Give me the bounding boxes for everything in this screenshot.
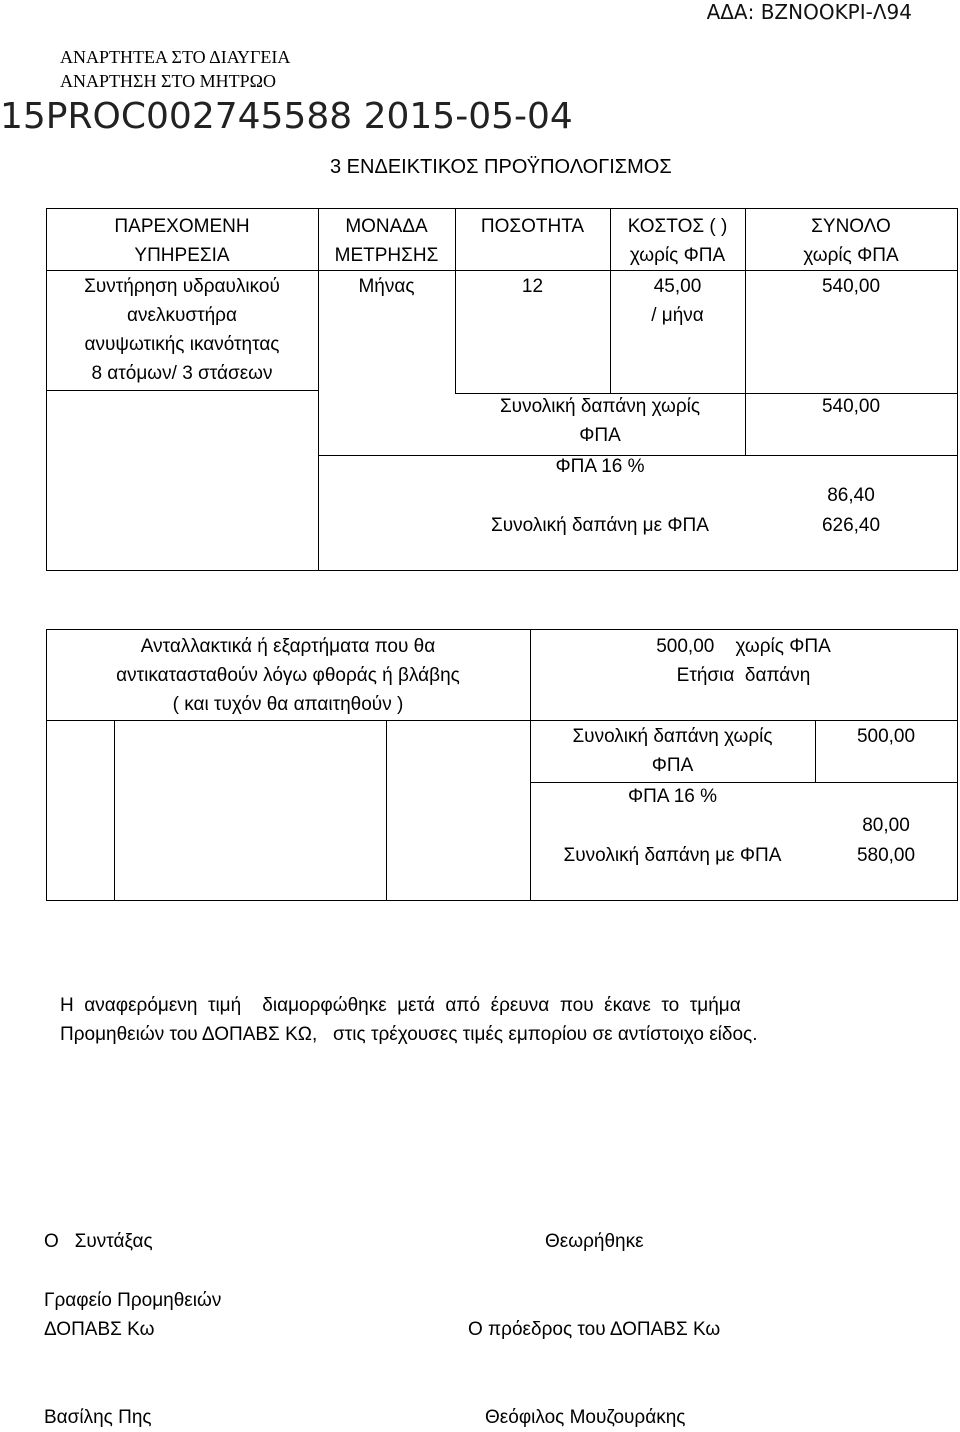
author-name: Βασίλης Πης xyxy=(44,1407,152,1428)
subtotal-value: 500,00 xyxy=(856,726,916,747)
spare-parts-cost: 500,00 χωρίς ΦΠΑ Ετήσια δαπάνη xyxy=(656,636,831,686)
grand-total-label: Συνολική δαπάνη με ΦΠΑ xyxy=(563,845,782,866)
note-line-2: Προμηθειών του ΔΟΠΑΒΣ ΚΩ, στις τρέχουσες τιμές εμπορίου σε αντίστοιχο είδος. xyxy=(60,1024,758,1045)
subtotal-label: Συνολική δαπάνη χωρίς ΦΠΑ xyxy=(572,726,773,776)
unit-cost-value: 45,00 / μήνα xyxy=(651,276,704,326)
approved-title: Θεωρήθηκε xyxy=(545,1231,644,1252)
posted-registry: ΑΝΑΡΤΗΣΗ ΣΤΟ ΜΗΤΡΩΟ xyxy=(60,71,277,91)
author-title: Ο Συντάξας xyxy=(44,1231,153,1252)
proc-id: 15PROC002745588 2015-05-04 xyxy=(0,96,573,137)
vat-label: ΦΠΑ 16 % xyxy=(627,786,718,807)
spare-parts-description: Ανταλλακτικά ή εξαρτήματα που θα αντικατασταθούν λόγω φθοράς ή βλάβης ( και τυχόν θα απαιτηθούν ) xyxy=(116,636,460,715)
vat-value: 80,00 xyxy=(862,815,910,836)
grand-total-value: 580,00 xyxy=(856,845,916,866)
section-title: 3 ΕΝΔΕΙΚΤΙΚΟΣ ΠΡΟΫΠΟΛΟΓΙΣΜΟΣ xyxy=(330,156,672,178)
note-line-1: Η αναφερόμενη τιμή διαμορφώθηκε μετά από έρευνα που έκανε το τμήμα xyxy=(60,995,741,1016)
grand-total-value: 626,40 xyxy=(821,515,881,536)
vat-label: ΦΠΑ 16 % xyxy=(555,456,645,477)
service-description: Συντήρηση υδραυλικού ανελκυστήρα ανυψωτικής ικανότητας 8 ατόμων/ 3 στάσεων xyxy=(84,276,280,384)
author-department: Γραφείο Προμηθειών ΔΟΠΑΒΣ Κω xyxy=(44,1290,222,1340)
subtotal-value: 540,00 xyxy=(821,396,881,417)
row-total-value: 540,00 xyxy=(821,276,881,297)
header-quantity: ΠΟΣΟΤΗΤΑ xyxy=(480,216,585,237)
header-service: ΠΑΡΕΧΟΜΕΝΗ ΥΠΗΡΕΣΙΑ xyxy=(114,216,250,266)
vat-value: 86,40 xyxy=(827,485,875,506)
grand-total-label: Συνολική δαπάνη με ΦΠΑ xyxy=(491,515,709,536)
posted-diavgeia: ΑΝΑΡΤΗΤΕΑ ΣΤΟ ΔΙΑΥΓΕΙΑ xyxy=(60,47,291,67)
header-cost: ΚΟΣΤΟΣ ( ) χωρίς ΦΠΑ xyxy=(627,216,728,266)
quantity-value: 12 xyxy=(521,276,544,297)
approver-name: Θεόφιλος Μουζουράκης xyxy=(485,1407,686,1428)
unit-value: Μήνας xyxy=(358,276,415,297)
header-unit: ΜΟΝΑΔΑ ΜΕΤΡΗΣΗΣ xyxy=(334,216,439,266)
header-total: ΣΥΝΟΛΟ χωρίς ΦΠΑ xyxy=(803,216,899,266)
approver-role: Ο πρόεδρος του ΔΟΠΑΒΣ Κω xyxy=(468,1319,721,1340)
ada-code: ΑΔΑ: ΒΖΝΟΟΚΡΙ-Λ94 xyxy=(706,0,912,24)
subtotal-label: Συνολική δαπάνη χωρίς ΦΠΑ xyxy=(499,396,701,446)
